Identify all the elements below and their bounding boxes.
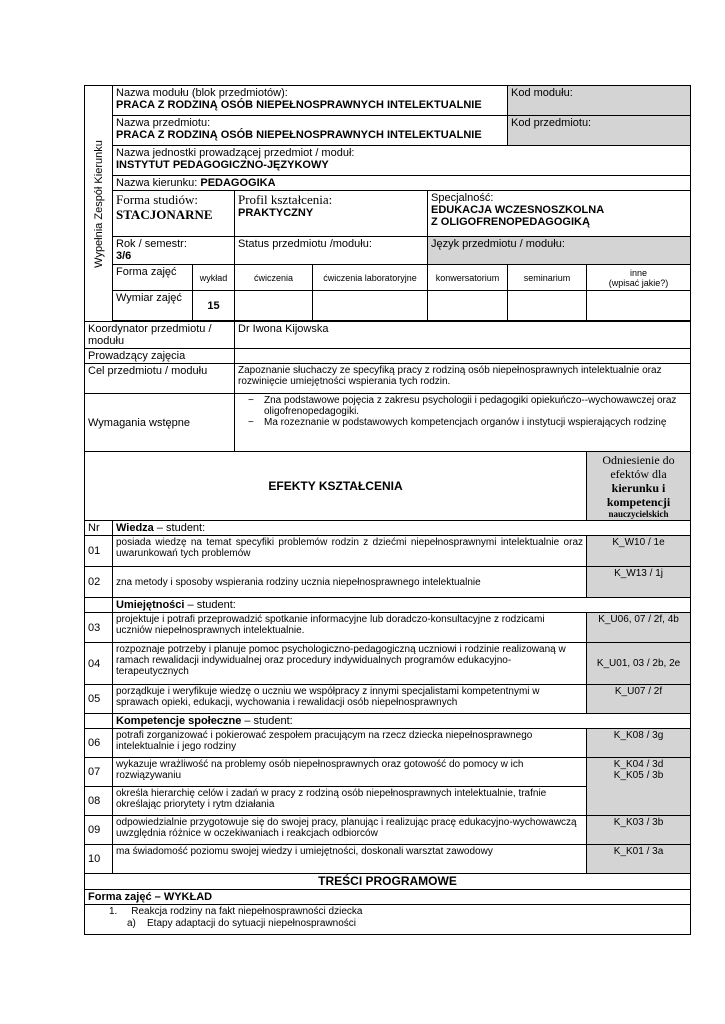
outcomes-ref-small: nauczycielskich <box>608 509 669 519</box>
goal-label-cell <box>85 364 235 394</box>
program-items-cell <box>85 905 691 935</box>
specialty-cell <box>428 191 691 237</box>
hours-exercises <box>235 291 313 321</box>
outcome-nr: 05 <box>85 685 113 714</box>
coordinator-label-cell <box>85 322 235 349</box>
outcome-nr: 09 <box>85 816 113 845</box>
requirement-item: − Ma rozeznanie w podstawowych kompetencjach organów i instytucji wspierających rodzinę <box>264 417 687 428</box>
specialty-value-1: EDUKACJA WCZESNOSZKOLNA <box>431 204 605 216</box>
class-scope-label: Wymiar zajęć <box>116 292 182 304</box>
knowledge-title-cell <box>113 521 691 536</box>
empty-nr-cell <box>85 714 113 729</box>
outcome-text: posiada wiedzę na temat specyfiki problemów rodzin z dziećmi niepełnosprawnymi intelektualnie oraz uwarunkowań tych problemów <box>113 536 587 567</box>
year-cell <box>113 237 235 265</box>
module-label: Nazwa modułu (blok przedmiotów): <box>116 87 288 99</box>
nr-label-cell <box>85 521 113 536</box>
outcome-text: projektuje i potrafi przeprowadzić spotkanie informacyjne lub doradczo-konsultacyjne z rodzicami uczniów niepełnosprawnych intelektualnie. <box>113 613 587 643</box>
requirements-list <box>238 395 687 428</box>
outcomes-ref-normal: Odniesienie do efektów dla <box>602 453 675 481</box>
language-label: Język przedmiotu / modułu: <box>431 238 565 250</box>
outcome-nr: 10 <box>85 845 113 874</box>
profile-value: PRAKTYCZNY <box>238 207 314 219</box>
language-cell <box>428 237 691 265</box>
class-type-seminar: seminarium <box>508 265 587 291</box>
class-scope-label-cell <box>113 291 193 321</box>
requirements-label: Wymagania wstępne <box>88 416 191 429</box>
study-form-label: Forma studiów: <box>116 192 198 207</box>
program-title: TREŚCI PROGRAMOWE <box>85 874 691 890</box>
outcome-ref: K_W13 / 1j <box>587 567 691 598</box>
coordinator-label: Koordynator przedmiotu / modułu <box>88 323 212 347</box>
requirements-cell <box>235 394 691 452</box>
side-label: Wypełnia Zespół Kierunku <box>92 139 105 268</box>
program-item: 1. Reakcja rodziny na fakt niepełnosprawności dziecka <box>109 906 363 917</box>
outcome-text: rozpoznaje potrzeby i planuje pomoc psychologiczno-pedagogiczną uczniowi i rodzinie realizowaną w ramach rewalidacji indywidualnej oraz procedury indywidualnych programów edukacyjno-terapeutycznych <box>113 643 587 685</box>
outcome-ref: K_K03 / 3b <box>587 816 691 845</box>
outcomes-ref-bold: kierunku i kompetencji <box>606 481 671 509</box>
syllabus-table <box>84 85 691 935</box>
requirements-label-cell <box>85 394 235 452</box>
coordinator-value: Dr Iwona Kijowska <box>238 323 329 335</box>
outcome-nr: 03 <box>85 613 113 643</box>
unit-value: INSTYTUT PEDAGOGICZNO-JĘZYKOWY <box>116 159 329 171</box>
subject-code-label: Kod przedmiotu: <box>511 117 592 129</box>
skills-title: Umiejętności <box>116 599 185 611</box>
hours-seminar <box>508 291 587 321</box>
outcome-nr: 04 <box>85 643 113 685</box>
class-type-lab: ćwiczenia laboratoryjne <box>313 265 428 291</box>
outcome-ref: K_U01, 03 / 2b, 2e <box>587 643 691 685</box>
subject-code-cell <box>508 116 691 146</box>
module-name-cell <box>113 86 508 116</box>
profile-label: Profil kształcenia: <box>238 192 333 207</box>
skills-title-cell <box>113 598 691 613</box>
requirement-item: − Zna podstawowe pojęcia z zakresu psychologii i pedagogiki opiekuńczo--wychowawczej oraz oligofrenopedagogiki. <box>264 395 687 417</box>
unit-cell <box>113 146 691 176</box>
teacher-label-cell <box>85 349 235 364</box>
field-label: Nazwa kierunku: <box>116 177 201 189</box>
class-form-label-cell <box>113 265 193 291</box>
goal-value: Zapoznanie słuchaczy ze specyfiką pracy z rodziną osób niepełnosprawnych intelektualnie oraz rozwinięcie umiejętności wspierania tych rodzin. <box>235 364 691 394</box>
outcome-ref: K_K08 / 3g <box>587 729 691 758</box>
hours-lab <box>313 291 428 321</box>
subject-value: PRACA Z RODZINĄ OSÓB NIEPEŁNOSPRAWNYCH INTELEKTUALNIE <box>116 129 482 141</box>
outcomes-ref-header <box>587 452 691 521</box>
syllabus-document <box>84 85 690 935</box>
outcome-nr: 01 <box>85 536 113 567</box>
year-label: Rok / semestr: <box>116 238 187 250</box>
class-type-lecture: wykład <box>193 265 235 291</box>
competences-suffix: – student: <box>241 715 293 727</box>
outcome-text: określa hierarchię celów i zadań w pracy z rodziną osób niepełnosprawnych intelektualnie, trafnie określając priorytety i rytm działania <box>113 787 587 816</box>
year-value: 3/6 <box>116 250 132 262</box>
hours-lecture: 15 <box>193 291 235 321</box>
hours-conversatory <box>428 291 508 321</box>
outcomes-title: EFEKTY KSZTAŁCENIA <box>85 452 587 521</box>
field-value: PEDAGOGIKA <box>200 177 276 189</box>
outcome-text: odpowiedzialnie przygotowuje się do swojej pracy, planując i realizując pracę edukacyjno-wychowawczą uwzględnia różnice w oczekiwaniach i reakcjach odbiorców <box>113 816 587 845</box>
module-value: PRACA Z RODZINĄ OSÓB NIEPEŁNOSPRAWNYCH INTELEKTUALNIE <box>116 99 482 111</box>
knowledge-title: Wiedza <box>116 522 154 534</box>
teacher-value-cell <box>235 349 691 364</box>
specialty-value-2: Z OLIGOFRENOPEDAGOGIKĄ <box>431 216 590 228</box>
empty-nr-cell <box>85 598 113 613</box>
class-type-conversatory: konwersatorium <box>428 265 508 291</box>
program-subitem: a) Etapy adaptacji do sytuacji niepełnosprawności <box>127 918 357 929</box>
outcome-ref: K_U07 / 2f <box>587 685 691 714</box>
outcome-nr: 07 <box>85 758 113 787</box>
outcome-ref: K_W10 / 1e <box>587 536 691 567</box>
outcome-ref-merged <box>587 758 691 816</box>
subject-label: Nazwa przedmiotu: <box>116 117 211 129</box>
profile-cell <box>235 191 428 237</box>
outcome-ref: K_K05 / 3b <box>613 770 664 781</box>
unit-label: Nazwa jednostki prowadzącej przedmiot / moduł: <box>116 147 355 159</box>
outcome-ref: K_K01 / 3a <box>587 845 691 874</box>
hours-other <box>587 291 691 321</box>
skills-suffix: – student: <box>184 599 236 611</box>
module-code-label: Kod modułu: <box>511 87 573 99</box>
outcome-text: ma świadomość poziomu swojej wiedzy i umiejętności, doskonali warsztat zawodowy <box>113 845 587 874</box>
class-form-label: Forma zajęć <box>116 266 177 278</box>
status-cell <box>235 237 428 265</box>
side-label-cell <box>85 86 113 322</box>
outcome-nr: 06 <box>85 729 113 758</box>
outcome-nr: 08 <box>85 787 113 816</box>
nr-label: Nr <box>88 522 100 534</box>
outcome-text: porządkuje i weryfikuje wiedzę o uczniu we współpracy z innymi specjalistami kompetentnymi w sprawach opieki, edukacji, wychowania i rewalidacji osób niepełnosprawnych <box>113 685 587 714</box>
field-cell <box>113 176 691 191</box>
outcome-text: wykazuje wrażliwość na problemy osób niepełnosprawnych oraz gotowość do pomocy w ich rozwiązywaniu <box>113 758 587 787</box>
subject-name-cell <box>113 116 508 146</box>
study-form-cell <box>113 191 235 237</box>
outcome-ref: K_K04 / 3d <box>613 759 664 770</box>
program-form-title: Forma zajęć – WYKŁAD <box>85 890 691 905</box>
specialty-label: Specjalność: <box>431 192 494 204</box>
status-label: Status przedmiotu /modułu: <box>238 238 372 250</box>
outcome-ref: K_U06, 07 / 2f, 4b <box>587 613 691 643</box>
module-code-cell <box>508 86 691 116</box>
competences-title-cell <box>113 714 691 729</box>
outcome-nr: 02 <box>85 567 113 598</box>
competences-title: Kompetencje społeczne <box>116 715 242 727</box>
goal-label: Cel przedmiotu / modułu <box>88 365 208 377</box>
outcome-text: potrafi zorganizować i pokierować zespołem pracującym na rzecz dziecka niepełnosprawnego intelektualnie i jego rodziny <box>113 729 587 758</box>
program-list <box>109 906 687 930</box>
knowledge-suffix: – student: <box>153 522 206 534</box>
coordinator-value-cell <box>235 322 691 349</box>
outcome-text: zna metody i sposoby wspierania rodziny ucznia niepełnosprawnego intelektualnie <box>113 567 587 598</box>
study-form-value: STACJONARNE <box>116 207 213 222</box>
class-type-exercises: ćwiczenia <box>235 265 313 291</box>
class-type-other: inne (wpisać jakie?) <box>587 265 691 291</box>
teacher-label: Prowadzący zajęcia <box>88 350 186 362</box>
